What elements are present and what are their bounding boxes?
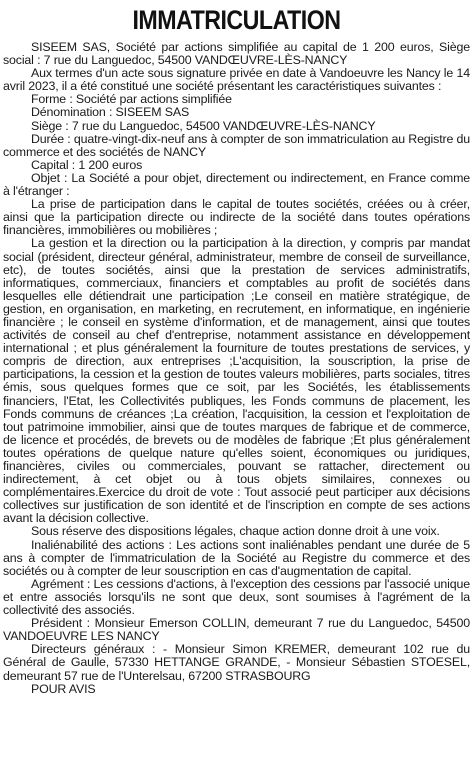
notice-paragraph-participation: La prise de participation dans le capital de toutes sociétés, créées ou à créer, ainsi que la participation directe ou indirecte de la société dans toutes opérations financières, immobilières ou mobilières ; [3,197,470,238]
notice-paragraph-deed: Aux termes d'un acte sous signature privée en date à Vandoeuvre les Nancy le 14 avril 2023, il a été constitué une société présentant les caractéristiques suivantes : [3,66,470,94]
notice-paragraph-capital: Capital : 1 200 euros [31,157,143,172]
notice-paragraph-approval: Agrément : Les cessions d'actions, à l'exception des cessions par l'associé unique et entre associés lorsqu'ils ne sont que deux, sont soumises à l'agrément de la collectivité des associés. [3,576,470,618]
notice-paragraph-directors: Directeurs généraux : - Monsieur Simon KREMER, demeurant 102 rue du Général de Gaulle, 57330 HETTANGE GRANDE, - Monsieur Sébastien STOESEL, demeurant 57 rue de l'Unterelsau, 67200 STRASBOURG [3,642,470,683]
notice-paragraph-closing: POUR AVIS [31,681,96,696]
notice-paragraph-president: Président : Monsieur Emerson COLLIN, demeurant 7 rue du Languedoc, 54500 VANDOEUVRE LES NANCY [3,616,470,644]
notice-paragraph-company: SISEEM SAS, Société par actions simplifiée au capital de 1 200 euros, Siège social : 7 rue du Languedoc, 54500 VANDŒUVRE-LÈS-NANCY [3,40,470,68]
notice-paragraph-inalienability: Inaliénabilité des actions : Les actions sont inaliénables pendant une durée de 5 ans à compter de l'immatriculation de la Société au Registre du commerce et des sociétés ou à compter de leur souscription en cas d'augmentation de capital. [3,537,470,578]
notice-paragraph-voting: Sous réserve des dispositions légales, chaque action donne droit à une voix. [31,524,440,539]
notice-paragraph-name: Dénomination : SISEEM SAS [31,105,190,120]
notice-paragraph-duration: Durée : quatre-vingt-dix-neuf ans à compter de son immatriculation au Registre du commerce et des sociétés de NANCY [3,131,470,159]
notice-title: IMMATRICULATION [132,5,341,35]
notice-paragraph-management: La gestion et la direction ou la participation à la direction, y compris par mandat social (président, directeur général, administrateur, membre de conseil de surveillance, etc), de toutes sociétés, ainsi que la prestation de services administratifs, informatiques, commerciaux, financiers et comptables au profit de sociétés dans lesquelles elle détiendrait une participation ;Le conseil en matière stratégique, de gestion, en organisation, en marketing, en recrutement, en informatique, en ingénierie financière ; le conseil en système d'information, et de management, ainsi que toutes activités de conseil au chef d'entreprise, notamment assistance en développement international ; et plus généralement la fourniture de toutes prestations de services, y compris de direction, aux entreprises ;L'acquisition, la souscription, la prise de participations, la cession et la gestion de toutes valeurs mobilières, parts sociales, titres émis, sous quelques formes que ce soit, par les Sociétés, les établissements financiers, l'Etat, les Collectivités publiques, les Fonds communs de placement, les Fonds communs de créances ;La création, l'acquisition, la cession et l'exploitation de tout patrimoine immobilier, ainsi que de toutes marques de fabrique et de commerce, de licence et procédés, de brevets ou de modèles de fabrique ;Et plus généralement toutes opérations de quelque nature qu'elles soient, économiques ou juridiques, financières, civiles ou commerciales, pouvant se rattacher, directement ou indirectement, à cet objet ou à tous objets similaires, connexes ou complémentaires.Exercice du droit de vote : Tout associé peut participer aux décisions collectives sur justification de son identité et de l'inscription en compte de ses actions avant la décision collective. [3,236,470,526]
notice-paragraph-seat: Siège : 7 rue du Languedoc, 54500 VANDŒUVRE-LÈS-NANCY [31,118,376,133]
notice-paragraph-purpose: Objet : La Société a pour objet, directement ou indirectement, en France comme à l'étranger : [3,170,470,199]
notice-paragraph-form: Forme : Société par actions simplifiée [31,92,232,107]
